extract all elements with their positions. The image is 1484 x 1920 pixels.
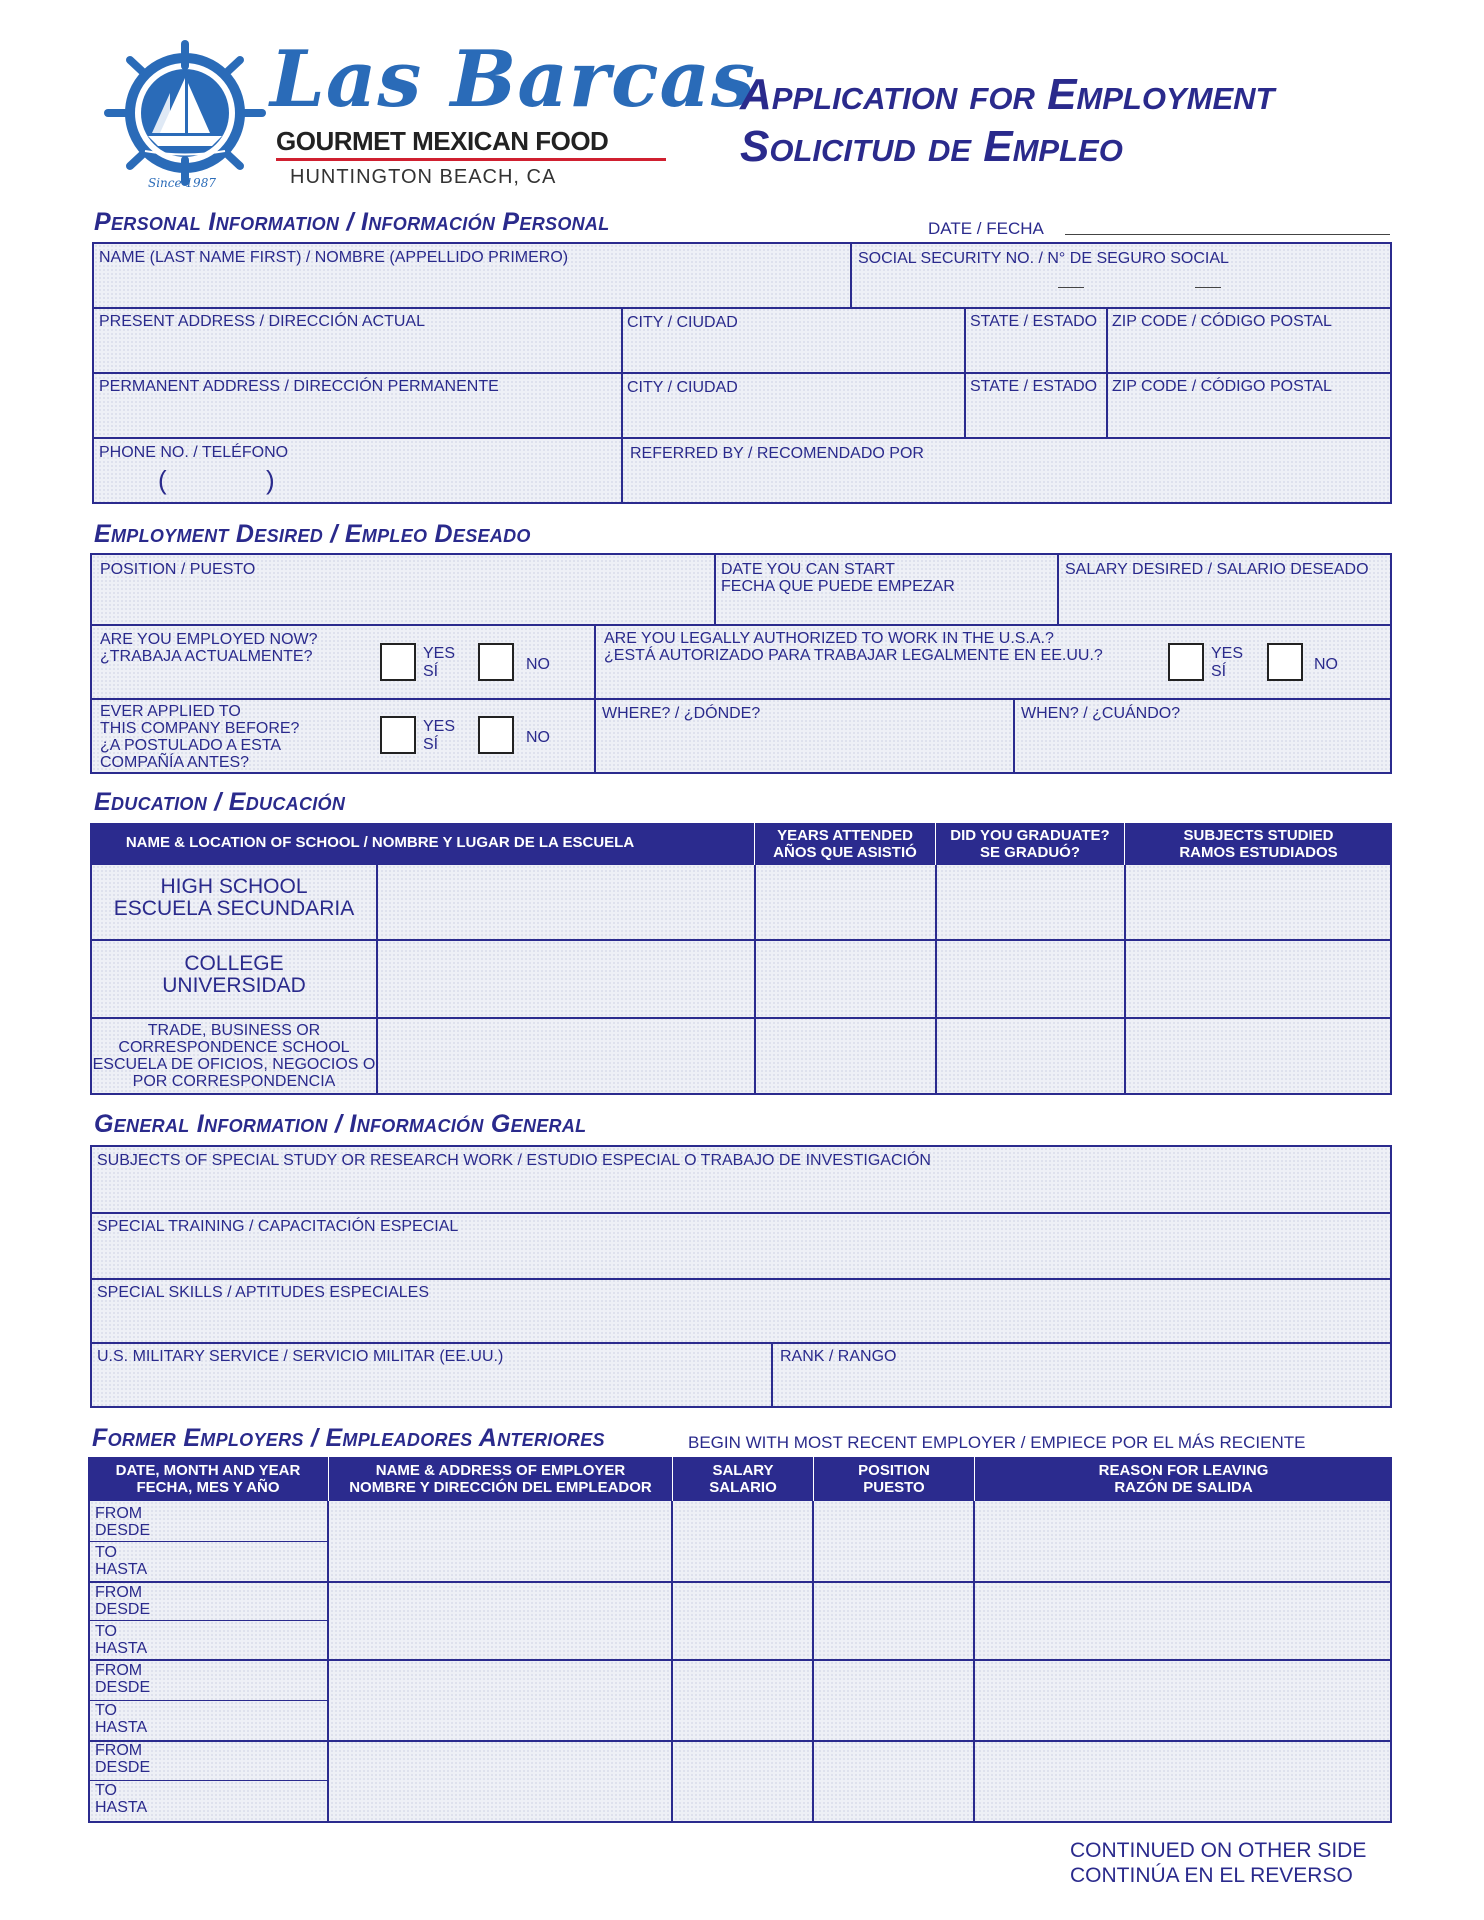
former-row-1-to[interactable] [95, 1544, 147, 1578]
edu-col-subj-1: SUBJECTS STUDIED [1183, 827, 1334, 844]
authorized-no-label: NO [1314, 656, 1338, 673]
permanent-city-field[interactable]: CITY / CIUDAD [627, 379, 738, 396]
rank-field[interactable]: RANK / RANGO [780, 1348, 897, 1365]
former-row-3-to[interactable] [95, 1702, 147, 1736]
employed-question-2: ¿TRABAJA ACTUALMENTE? [100, 648, 313, 665]
from-label: FROM [95, 1505, 143, 1522]
former-col-salary-1: SALARY [712, 1462, 774, 1479]
where-field[interactable]: WHERE? / ¿DÓNDE? [602, 705, 761, 722]
authorized-question-1: ARE YOU LEGALLY AUTHORIZED TO WORK IN THE U.S.A.? [604, 630, 1054, 647]
special-training-field[interactable]: SPECIAL TRAINING / CAPACITACIÓN ESPECIAL [97, 1218, 459, 1235]
employed-no-label: NO [526, 656, 550, 673]
ssn-field[interactable]: SOCIAL SECURITY NO. / N° DE SEGURO SOCIAL [858, 250, 1229, 267]
desde-label: DESDE [95, 1522, 151, 1539]
former-note: BEGIN WITH MOST RECENT EMPLOYER / EMPIECE POR EL MÁS RECIENTE [688, 1433, 1306, 1452]
footer-continued [1070, 1838, 1366, 1888]
high-school-label: HIGH SCHOOL [160, 875, 308, 898]
former-col-reason-2: RAZÓN DE SALIDA [1114, 1479, 1253, 1496]
trade-label-2: CORRESPONDENCE SCHOOL [118, 1039, 350, 1056]
present-zip-field[interactable]: ZIP CODE / CÓDIGO POSTAL [1112, 313, 1332, 330]
college-label-es: UNIVERSIDAD [162, 974, 306, 997]
edu-col-school: NAME & LOCATION OF SCHOOL / NOMBRE Y LUGAR DE LA ESCUELA [125, 834, 635, 851]
former-row-2-from[interactable] [95, 1584, 150, 1618]
from-label: FROM [95, 1662, 143, 1679]
logo [100, 34, 756, 190]
former-col-salary-2: SALARIO [709, 1479, 777, 1496]
permanent-zip-field[interactable]: ZIP CODE / CÓDIGO POSTAL [1112, 378, 1332, 395]
from-label: FROM [95, 1584, 143, 1601]
former-col-date-2: FECHA, MES Y AÑO [136, 1479, 280, 1496]
general-info-box [90, 1145, 1392, 1408]
applied-question-2: THIS COMPANY BEFORE? [100, 720, 300, 737]
trade-label-4: POR CORRESPONDENCIA [132, 1073, 336, 1090]
general-heading: General Information / Información General [94, 1110, 587, 1138]
to-label: TO [95, 1544, 117, 1561]
start-date-field-1[interactable]: DATE YOU CAN START [721, 561, 895, 578]
edu-col-years-1: YEARS ATTENDED [777, 827, 913, 844]
employed-yes-label: YES [423, 645, 456, 662]
trade-label-3: ESCUELA DE OFICIOS, NEGOCIOS O [92, 1056, 376, 1073]
employed-yes-checkbox[interactable] [380, 643, 416, 681]
logo-brand: Las Barcas [270, 34, 756, 125]
title-spanish: Solicitud de Empleo [740, 122, 1123, 171]
hasta-label: HASTA [95, 1719, 148, 1736]
title-english: Application for Employment [740, 70, 1275, 119]
permanent-address-field[interactable]: PERMANENT ADDRESS / DIRECCIÓN PERMANENTE [99, 378, 499, 395]
employed-question-1: ARE YOU EMPLOYED NOW? [100, 631, 318, 648]
hasta-label: HASTA [95, 1640, 148, 1657]
edu-col-years-2: AÑOS QUE ASISTIÓ [773, 844, 917, 861]
footer-line-english: CONTINUED ON OTHER SIDE [1070, 1839, 1367, 1862]
desde-label: DESDE [95, 1601, 151, 1618]
college-label: COLLEGE [184, 952, 284, 975]
former-row-1-from[interactable] [95, 1505, 150, 1539]
present-state-field[interactable]: STATE / ESTADO [970, 313, 1098, 330]
logo-tagline: GOURMET MEXICAN FOOD [276, 126, 609, 156]
logo-underline [276, 158, 666, 161]
page-title [740, 70, 1274, 174]
applied-question-1: EVER APPLIED TO [100, 703, 241, 720]
present-address-field[interactable]: PRESENT ADDRESS / DIRECCIÓN ACTUAL [99, 313, 425, 330]
position-field[interactable]: POSITION / PUESTO [100, 561, 256, 578]
former-row-4-from[interactable] [95, 1742, 150, 1776]
former-col-name-1: NAME & ADDRESS OF EMPLOYER [375, 1462, 626, 1479]
edu-row-college [92, 953, 376, 997]
applied-no-checkbox[interactable] [478, 716, 514, 754]
desde-label: DESDE [95, 1759, 151, 1776]
applied-yes-checkbox[interactable] [380, 716, 416, 754]
referred-field[interactable]: REFERRED BY / RECOMENDADO POR [630, 445, 924, 462]
former-row-3-from[interactable] [95, 1662, 150, 1696]
hasta-label: HASTA [95, 1799, 148, 1816]
applied-yes-label: YES [423, 718, 456, 735]
edu-row-trade [92, 1022, 376, 1090]
ship-wheel-icon [100, 38, 270, 188]
authorized-no-checkbox[interactable] [1267, 643, 1303, 681]
date-label: DATE / FECHA [928, 219, 1044, 238]
military-service-field[interactable]: U.S. MILITARY SERVICE / SERVICIO MILITAR (EE.UU.) [97, 1348, 504, 1365]
former-col-position-2: PUESTO [863, 1479, 925, 1496]
former-col-date-1: DATE, MONTH AND YEAR [115, 1462, 301, 1479]
authorized-si-label: SÍ [1211, 663, 1227, 680]
employment-heading: Employment Desired / Empleo Deseado [94, 520, 531, 548]
salary-field[interactable]: SALARY DESIRED / SALARIO DESEADO [1065, 561, 1369, 578]
date-input-line[interactable] [1065, 234, 1390, 235]
former-row-2-to[interactable] [95, 1623, 147, 1657]
edu-col-grad-1: DID YOU GRADUATE? [950, 827, 1110, 844]
ssn-dash-1 [1058, 287, 1084, 288]
special-study-field[interactable]: SUBJECTS OF SPECIAL STUDY OR RESEARCH WORK / ESTUDIO ESPECIAL O TRABAJO DE INVESTIGACIÓN [97, 1152, 931, 1169]
applied-question-4: COMPAÑÍA ANTES? [100, 754, 250, 771]
to-label: TO [95, 1702, 117, 1719]
employed-si-label: SÍ [423, 663, 439, 680]
desde-label: DESDE [95, 1679, 151, 1696]
edu-col-subj-2: RAMOS ESTUDIADOS [1179, 844, 1338, 861]
authorized-yes-checkbox[interactable] [1168, 643, 1204, 681]
personal-heading: Personal Information / Información Personal [94, 208, 610, 236]
hasta-label: HASTA [95, 1561, 148, 1578]
phone-field[interactable]: PHONE NO. / TELÉFONO [99, 444, 289, 461]
former-col-position-1: POSITION [858, 1462, 930, 1479]
applied-si-label: SÍ [423, 736, 439, 753]
authorized-question-2: ¿ESTÁ AUTORIZADO PARA TRABAJAR LEGALMENTE EN EE.UU.? [604, 647, 1103, 664]
start-date-field-2: FECHA QUE PUEDE EMPEZAR [721, 578, 955, 595]
phone-paren-open: ( [158, 465, 167, 495]
ssn-dash-2 [1195, 287, 1221, 288]
authorized-yes-label: YES [1211, 645, 1244, 662]
employed-no-checkbox[interactable] [478, 643, 514, 681]
edu-row-high-school [92, 876, 376, 920]
former-employers-table [88, 1501, 1392, 1823]
trade-label-1: TRADE, BUSINESS OR [147, 1022, 321, 1039]
logo-since: Since 1987 [148, 176, 216, 190]
present-city-field[interactable]: CITY / CIUDAD [627, 314, 738, 331]
applied-question-3: ¿A POSTULADO A ESTA [100, 737, 282, 754]
former-col-name-2: NOMBRE Y DIRECCIÓN DEL EMPLEADOR [349, 1479, 652, 1496]
former-col-reason-1: REASON FOR LEAVING [1098, 1462, 1269, 1479]
footer-line-spanish: CONTINÚA EN EL REVERSO [1070, 1864, 1353, 1887]
from-label: FROM [95, 1742, 143, 1759]
name-field[interactable]: NAME (LAST NAME FIRST) / NOMBRE (APPELLIDO PRIMERO) [99, 249, 569, 266]
to-label: TO [95, 1623, 117, 1640]
former-heading: Former Employers / Empleadores Anteriores [92, 1424, 605, 1452]
education-heading: Education / Educación [94, 788, 346, 816]
high-school-label-es: ESCUELA SECUNDARIA [113, 897, 355, 920]
logo-location: HUNTINGTON BEACH, CA [290, 166, 557, 188]
former-row-4-to[interactable] [95, 1782, 147, 1816]
edu-col-grad-2: SE GRADUÓ? [979, 844, 1080, 861]
when-field[interactable]: WHEN? / ¿CUÁNDO? [1021, 705, 1181, 722]
permanent-state-field[interactable]: STATE / ESTADO [970, 378, 1098, 395]
phone-paren-close: ) [266, 465, 275, 495]
special-skills-field[interactable]: SPECIAL SKILLS / APTITUDES ESPECIALES [97, 1284, 429, 1301]
to-label: TO [95, 1782, 117, 1799]
applied-no-label: NO [526, 729, 550, 746]
